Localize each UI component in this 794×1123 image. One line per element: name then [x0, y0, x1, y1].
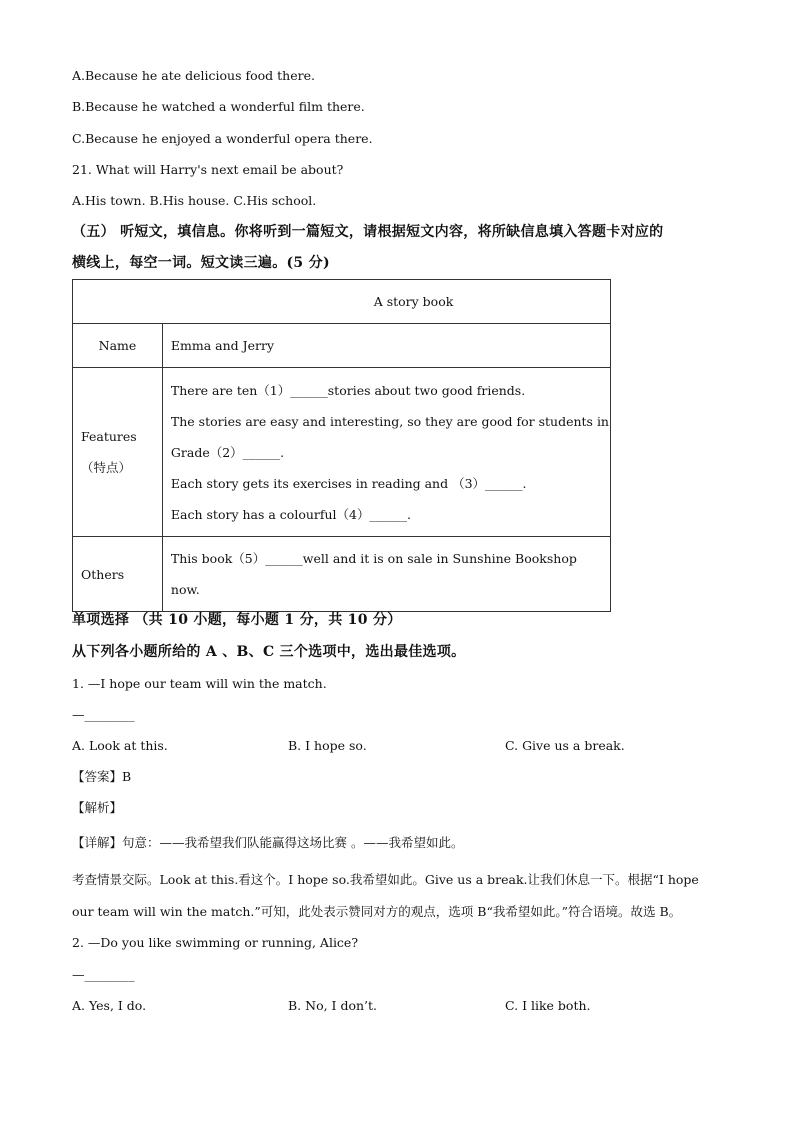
- features-label: Features: [81, 429, 137, 444]
- table-row: [73, 537, 611, 612]
- features-label-cell: [73, 368, 163, 537]
- table-title: A story book: [73, 280, 611, 324]
- feature-line-4: Each story gets its exercises in reading and （3）______.: [170, 475, 527, 491]
- mc-section-heading: 单项选择 （共 10 小题，每小题 1 分，共 10 分）: [72, 612, 402, 628]
- others-value-cell: [162, 537, 610, 612]
- q2-option-c: C. I like both.: [505, 998, 591, 1013]
- q1-answer: 【答案】B: [72, 769, 132, 784]
- q1-detail: 【详解】句意：——我希望我们队能赢得这场比赛 。——我希望如此。: [72, 835, 464, 850]
- q21-options: A.His town. B.His house. C.His school.: [72, 193, 317, 208]
- q1-response: —________: [72, 707, 135, 722]
- table-row: [73, 368, 611, 537]
- q21-question: 21. What will Harry's next email be about?: [72, 162, 344, 177]
- q1-explain-line2: our team will win the match.”可知，此处表示赞同对方的观点，选项 B“我希望如此。”符合语境。故选 B。: [72, 904, 682, 919]
- q2-question: 2. —Do you like swimming or running, Alice?: [72, 935, 359, 950]
- feature-line-2: The stories are easy and interesting, so they are good for students in: [170, 413, 609, 429]
- others-line-1: This book（5）______well and it is on sale in Sunshine Bookshop: [170, 551, 577, 566]
- features-value-cell: [162, 368, 610, 537]
- q1-option-b: B. I hope so.: [288, 738, 367, 753]
- q1-analysis: 【解析】: [72, 800, 123, 815]
- feature-line-1: There are ten（1）______stories about two good friends.: [170, 382, 526, 398]
- name-label: Name: [73, 324, 163, 368]
- q1-question: 1. —I hope our team will win the match.: [72, 676, 327, 691]
- feature-line-5: Each story has a colourful（4）______.: [170, 506, 411, 522]
- mc-section-instruction: 从下列各小题所给的 A 、B、C 三个选项中，选出最佳选项。: [72, 644, 466, 660]
- q1-option-c: C. Give us a break.: [505, 738, 625, 753]
- others-line-2: now.: [170, 582, 200, 597]
- q20-option-a: A.Because he ate delicious food there.: [72, 68, 315, 83]
- q1-option-a: A. Look at this.: [72, 738, 168, 753]
- story-book-table: [72, 279, 611, 612]
- q2-response: —________: [72, 967, 135, 982]
- feature-line-3: Grade（2）______.: [170, 444, 285, 460]
- table-row: [73, 280, 611, 324]
- q20-option-c: C.Because he enjoyed a wonderful opera there.: [72, 131, 373, 146]
- table-row: [73, 324, 611, 368]
- q20-option-b: B.Because he watched a wonderful film there.: [72, 99, 365, 114]
- q2-option-b: B. No, I don’t.: [288, 998, 378, 1013]
- q2-option-a: A. Yes, I do.: [72, 998, 147, 1013]
- q1-explain-line1: 考查情景交际。Look at this.看这个。I hope so.我希望如此。Give us a break.让我们休息一下。根据“I hope: [72, 872, 699, 887]
- others-label: Others: [73, 537, 163, 612]
- section5-heading-line2: 横线上，每空一词。短文读三遍。(5 分): [72, 255, 330, 271]
- section5-heading-line1: （五） 听短文，填信息。你将听到一篇短文，请根据短文内容，将所缺信息填入答题卡对应的: [72, 224, 664, 240]
- name-value: Emma and Jerry: [162, 324, 610, 368]
- features-sublabel: （特点）: [81, 460, 132, 475]
